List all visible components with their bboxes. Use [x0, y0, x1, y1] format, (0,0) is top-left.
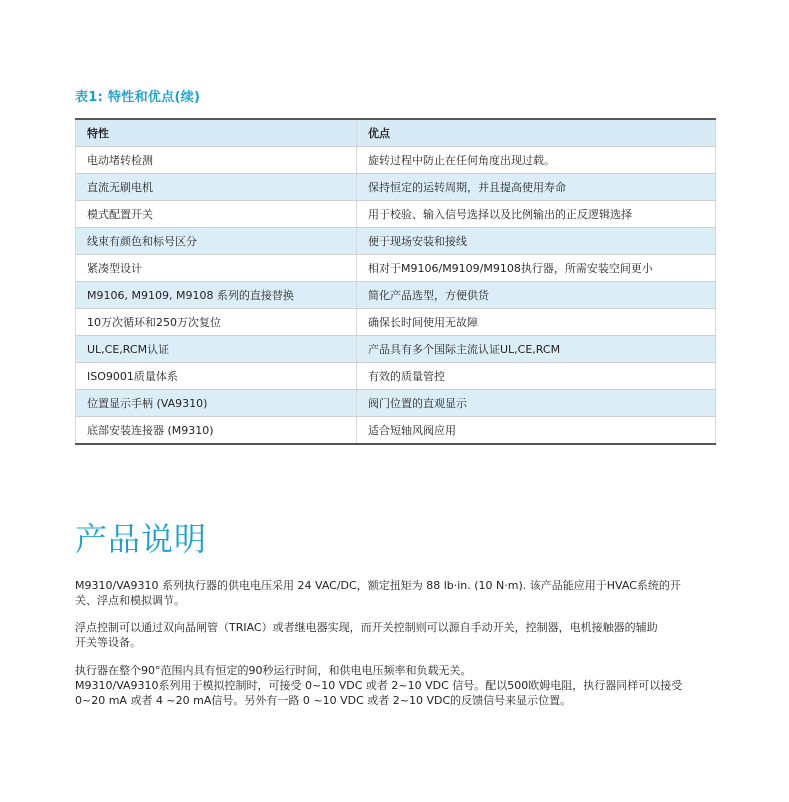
table-caption: 表1: 特性和优点(续) [75, 90, 201, 105]
feature-cell: 电动堵转检测 [76, 147, 357, 174]
table-row [76, 336, 716, 363]
paragraph-line: 开关等设备。 [75, 636, 141, 649]
benefit-cell: 保持恒定的运转周期，并且提高使用寿命 [357, 174, 716, 201]
paragraph-line: 执行器在整个90°范围内具有恒定的90秒运行时间，和供电电压频率和负载无关。 [75, 664, 472, 677]
table-header-row [76, 119, 716, 147]
benefit-cell: 相对于M9106/M9109/M9108执行器，所需安装空间更小 [357, 255, 716, 282]
benefit-cell: 产品具有多个国际主流认证UL,CE,RCM [357, 336, 716, 363]
feature-cell: ISO9001质量体系 [76, 363, 357, 390]
header-feature: 特性 [76, 119, 357, 147]
benefit-cell: 简化产品选型，方便供货 [357, 282, 716, 309]
table-row [76, 147, 716, 174]
features-benefits-table [75, 118, 716, 445]
feature-cell: 10万次循环和250万次复位 [76, 309, 357, 336]
table-row [76, 417, 716, 445]
table-row [76, 309, 716, 336]
benefit-cell: 适合短轴风阀应用 [357, 417, 716, 445]
table-row [76, 282, 716, 309]
table-row [76, 201, 716, 228]
benefit-cell: 阀门位置的直观显示 [357, 390, 716, 417]
table-row [76, 228, 716, 255]
description-paragraph-1 [75, 578, 716, 608]
feature-cell: 底部安装连接器 (M9310) [76, 417, 357, 445]
feature-cell: UL,CE,RCM认证 [76, 336, 357, 363]
feature-cell: 模式配置开关 [76, 201, 357, 228]
section-title: 产品说明 [75, 520, 208, 558]
table-row [76, 174, 716, 201]
benefit-cell: 用于校验、输入信号选择以及比例输出的正反逻辑选择 [357, 201, 716, 228]
feature-cell: 直流无刷电机 [76, 174, 357, 201]
benefit-cell: 便于现场安装和接线 [357, 228, 716, 255]
table-row [76, 363, 716, 390]
header-benefit: 优点 [357, 119, 716, 147]
feature-cell: 位置显示手柄 (VA9310) [76, 390, 357, 417]
paragraph-line: M9310/VA9310系列用于模拟控制时，可接受 0~10 VDC 或者 2~10 VDC 信号。配以500欧姆电阻，执行器同样可以接受 [75, 679, 683, 692]
paragraph-line: M9310/VA9310 系列执行器的供电电压采用 24 VAC/DC，额定扭矩为 88 lb·in. (10 N·m). 该产品能应用于HVAC系统的开 [75, 579, 681, 592]
table-row [76, 390, 716, 417]
benefit-cell: 确保长时间使用无故障 [357, 309, 716, 336]
table-row [76, 255, 716, 282]
feature-cell: 线束有颜色和标号区分 [76, 228, 357, 255]
description-paragraph-2 [75, 620, 716, 650]
description-paragraph-3 [75, 663, 716, 708]
benefit-cell: 有效的质量管控 [357, 363, 716, 390]
feature-cell: 紧凑型设计 [76, 255, 357, 282]
benefit-cell: 旋转过程中防止在任何角度出现过载。 [357, 147, 716, 174]
paragraph-line: 关、浮点和模拟调节。 [75, 594, 185, 607]
feature-cell: M9106, M9109, M9108 系列的直接替换 [76, 282, 357, 309]
paragraph-line: 0~20 mA 或者 4 ~20 mA信号。另外有一路 0 ~10 VDC 或者 2~10 VDC的反馈信号来显示位置。 [75, 694, 572, 707]
paragraph-line: 浮点控制可以通过双向晶闸管（TRIAC）或者继电器实现，而开关控制则可以源自手动开关，控制器，电机接触器的辅助 [75, 621, 658, 634]
